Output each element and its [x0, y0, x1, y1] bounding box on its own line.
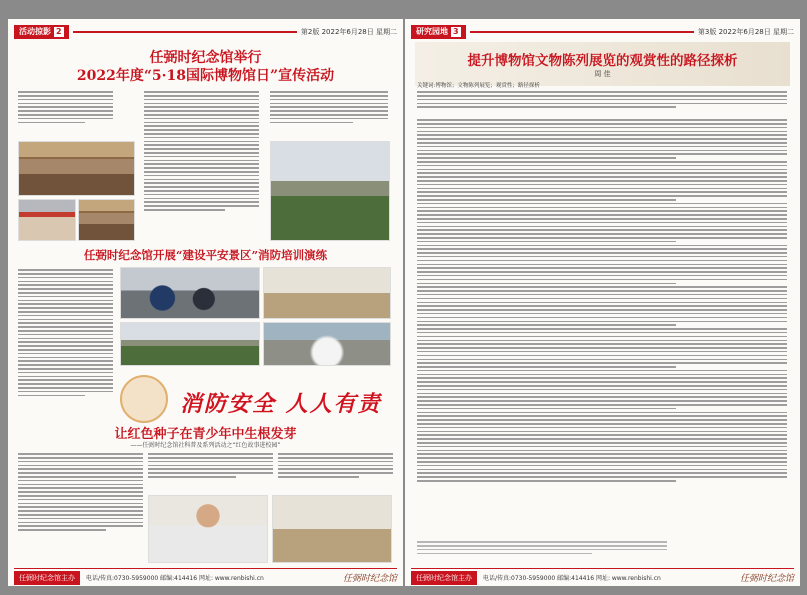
newspaper-page-3 [405, 19, 800, 586]
footer-contact: 电话/传真:0730-5959000 邮编:414416 网址: www.renbishi.cn [86, 575, 264, 582]
footer-contact: 电话/传真:0730-5959000 邮编:414416 网址: www.renbishi.cn [483, 575, 661, 582]
fire-safety-slogan: 消防安全 人人有责 [180, 391, 382, 417]
page-footer [14, 568, 397, 584]
page-header [411, 23, 794, 41]
museum-logo: 任弼时纪念馆 [739, 574, 794, 584]
article-author: 周 佳 [594, 70, 611, 78]
page-date-info: 第2版 2022年6月28日 星期二 [300, 28, 397, 36]
article-title: 提升博物馆文物陈列展览的观赏性的路径探析 [467, 53, 738, 69]
article-references [417, 539, 667, 563]
photo-fire-extinguisher-drill [263, 322, 391, 366]
article1-title-line2: 2022年度“5·18国际博物馆日”宣传活动 [76, 68, 335, 84]
article2-text-col1 [18, 267, 113, 435]
photo-training-hall [263, 267, 391, 319]
newspaper-page-2 [8, 19, 403, 586]
article3-title: 让红色种子在青少年中生根发芽 [114, 427, 297, 442]
photo-stage-ceremony [18, 199, 76, 241]
page-number: 3 [453, 27, 459, 36]
photo-drill-outdoor [120, 322, 260, 366]
section-tag-label: 活动掠影 [19, 27, 51, 36]
museum-logo: 任弼时纪念馆 [342, 574, 397, 584]
photo-exhibition-visit [78, 199, 135, 241]
footer-organizer: 任弼时纪念馆主办 [14, 571, 80, 585]
article-abstract [417, 89, 787, 113]
section-tag [411, 25, 466, 39]
photo-museum-day-event [18, 141, 135, 196]
photo-outdoor-crowd [270, 141, 390, 241]
page-number: 2 [56, 27, 62, 36]
firefighter-cartoon-icon [120, 375, 168, 423]
section-tag-label: 研究园地 [416, 27, 448, 36]
article3-text-col1 [18, 451, 143, 561]
page-date-info: 第3版 2022年6月28日 星期二 [697, 28, 794, 36]
article1-text-col1 [18, 89, 113, 139]
article3-subtitle: ——任弼时纪念馆社科普及系列活动之“红色故事进校园” [130, 442, 281, 449]
article-body [417, 117, 787, 539]
article1-title-line1: 任弼时纪念馆举行 [149, 50, 262, 66]
section-tag [14, 25, 69, 39]
page-header [14, 23, 397, 41]
header-rule [470, 31, 694, 33]
article2-title: 任弼时纪念馆开展“建设平安景区”消防培训演练 [83, 248, 328, 262]
article1-text-col2 [144, 89, 259, 241]
photo-student-storyteller [148, 495, 268, 563]
article3-text-col2 [148, 451, 273, 491]
photo-speaker-lecture [272, 495, 392, 563]
page-footer [411, 568, 794, 584]
header-rule [73, 31, 297, 33]
article1-text-col3 [270, 89, 388, 139]
article-keywords: 关键词:博物馆；文物陈列展览；观赏性；路径探析 [417, 83, 540, 89]
photo-fire-training-audience [120, 267, 260, 319]
footer-organizer: 任弼时纪念馆主办 [411, 571, 477, 585]
article3-text-col3 [278, 451, 393, 491]
